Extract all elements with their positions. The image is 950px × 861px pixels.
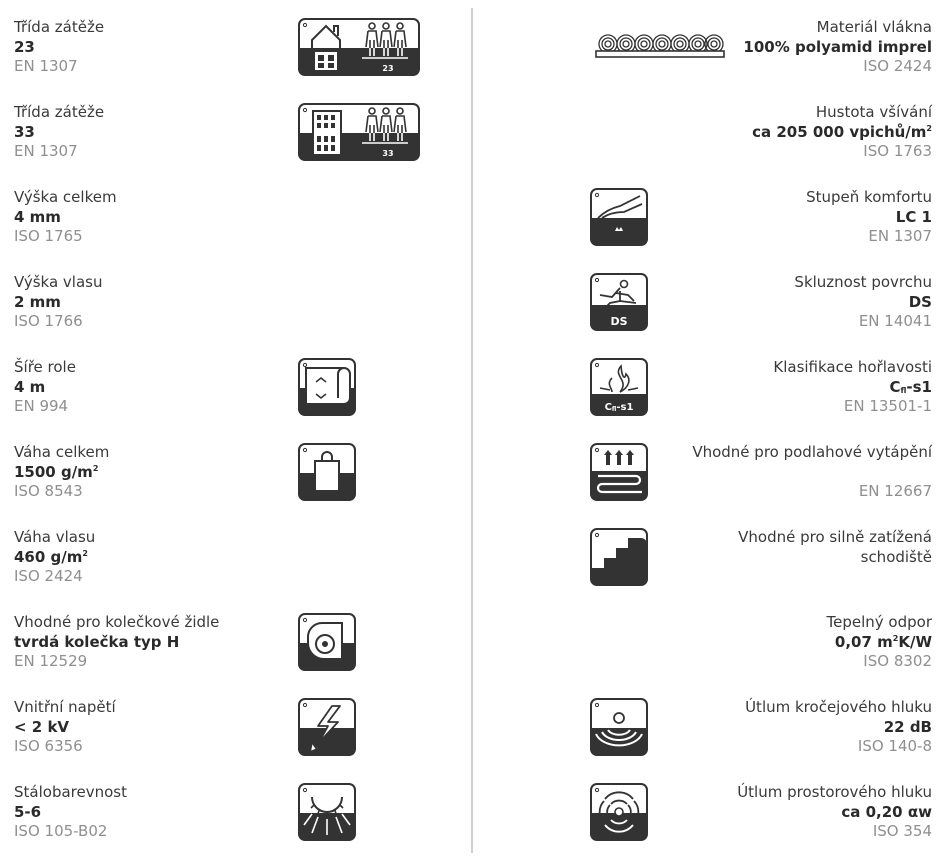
spec-title: Vhodné pro podlahové vytápění xyxy=(692,443,932,461)
spec-load-class-33 xyxy=(0,93,460,173)
spec-value: ca 0,20 αw xyxy=(841,802,932,821)
spec-value: 1500 $g/m^2$ xyxy=(14,462,99,481)
room-sound-icon xyxy=(590,783,648,841)
spec-value: 33 xyxy=(14,122,35,141)
spec-title: Tepelný odpor xyxy=(826,613,932,631)
load-class-33-office-icon xyxy=(298,103,420,161)
spec-norm: EN 12667 xyxy=(858,482,932,500)
spec-pile-weight xyxy=(0,518,460,598)
weight-icon xyxy=(298,443,356,501)
spec-pile-height xyxy=(0,263,460,343)
spec-title: Vnitřní napětí xyxy=(14,698,116,716)
right-column xyxy=(478,0,950,861)
spec-fiber-material xyxy=(478,8,950,88)
spec-norm: EN 994 xyxy=(14,397,69,415)
spec-underfloor-heating xyxy=(478,433,950,513)
roll-width-icon xyxy=(298,358,356,416)
spec-norm: EN 14041 xyxy=(858,312,932,330)
spec-value: 2 mm xyxy=(14,292,61,311)
spec-title: Hustota všívání xyxy=(815,103,932,121)
spec-value xyxy=(692,463,932,483)
impact-sound-icon xyxy=(590,698,648,756)
column-divider xyxy=(471,8,473,853)
spec-total-height xyxy=(0,178,460,258)
spec-norm: ISO 105-B02 xyxy=(14,822,108,840)
spec-value: 0,07 $m^2K/W$ xyxy=(834,632,932,651)
spec-value: LC 1 xyxy=(895,207,932,226)
spec-norm: ISO 1766 xyxy=(14,312,83,330)
spec-norm: ISO 1765 xyxy=(14,227,83,245)
spec-load-class-23 xyxy=(0,8,460,88)
spec-value: DS xyxy=(908,292,932,311)
spec-title: Útlum kročejového hluku xyxy=(745,698,932,716)
spec-title: Materiál vlákna xyxy=(816,18,932,36)
spec-roll-width xyxy=(0,348,460,428)
comfort-hand-icon xyxy=(590,188,648,246)
spec-norm: ISO 354 xyxy=(872,822,932,840)
spec-castor-chair xyxy=(0,603,460,683)
icon-label: 33 xyxy=(382,149,394,158)
spec-slip-resistance xyxy=(478,263,950,343)
spec-title: Váha vlasu xyxy=(14,528,96,546)
spec-title: Stupeň komfortu xyxy=(806,188,932,206)
spec-heavy-duty-stairs xyxy=(478,518,950,598)
spec-title: Klasifikace hořlavosti xyxy=(773,358,932,376)
spec-value: $C_{fl}-s1$ xyxy=(889,377,932,396)
slip-resistance-icon xyxy=(590,273,648,331)
spec-value: 460 $g/m^2$ xyxy=(14,547,88,566)
underfloor-heating-icon xyxy=(590,443,648,501)
spec-title: Vhodné pro silně zatížená xyxy=(738,528,932,546)
spec-value: 4 m xyxy=(14,377,46,396)
spec-norm: ISO 2424 xyxy=(14,567,83,585)
spec-norm: EN 13501-1 xyxy=(843,397,932,415)
spec-norm: EN 1307 xyxy=(14,142,78,160)
spec-norm: EN 12529 xyxy=(14,652,88,670)
spec-norm: EN 1307 xyxy=(868,227,932,245)
spec-norm: EN 1307 xyxy=(14,57,78,75)
spec-thermal-resistance xyxy=(478,603,950,683)
spec-title: Útlum prostorového hluku xyxy=(737,783,932,801)
spec-norm: ISO 2424 xyxy=(863,57,932,75)
spec-value: schodiště xyxy=(860,547,932,566)
spec-value: ca 205 000 vpichů/$m^2$ xyxy=(752,122,932,141)
lightfastness-sun-icon xyxy=(298,783,356,841)
spec-title: Šíře role xyxy=(14,358,76,376)
load-class-23-home-icon xyxy=(298,18,420,76)
spec-value: 100% polyamid imprel xyxy=(743,37,932,56)
spec-colorfastness xyxy=(0,773,460,853)
spec-norm: ISO 140-8 xyxy=(857,737,932,755)
icon-label: 23 xyxy=(382,64,394,73)
spec-total-weight xyxy=(0,433,460,513)
icon-label: DS xyxy=(610,315,628,328)
spec-value: 4 mm xyxy=(14,207,61,226)
spec-norm: ISO 8543 xyxy=(14,482,83,500)
spec-title: Stálobarevnost xyxy=(14,783,127,801)
spec-title: Váha celkem xyxy=(14,443,110,461)
left-column xyxy=(0,0,460,861)
spec-tuft-density xyxy=(478,93,950,173)
icon-label: Cfl-s1 xyxy=(604,402,634,413)
fire-classification-icon xyxy=(590,358,648,416)
spec-title: Vhodné pro kolečkové židle xyxy=(14,613,220,631)
spec-value: 22 dB xyxy=(883,717,932,736)
spec-comfort-level xyxy=(478,178,950,258)
spec-title: Výška celkem xyxy=(14,188,117,206)
spec-title: Třída zátěže xyxy=(14,18,105,36)
spec-room-sound xyxy=(478,773,950,853)
static-lightning-icon xyxy=(298,698,356,756)
stairs-icon xyxy=(590,528,648,586)
spec-static-voltage xyxy=(0,688,460,768)
spec-title: Skluznost povrchu xyxy=(794,273,932,291)
spec-value: tvrdá kolečka typ H xyxy=(14,632,180,651)
spec-norm: ISO 6356 xyxy=(14,737,83,755)
spec-title: Třída zátěže xyxy=(14,103,105,121)
fiber-loops-icon xyxy=(594,30,726,72)
spec-title: Výška vlasu xyxy=(14,273,103,291)
castor-chair-icon xyxy=(298,613,356,671)
spec-norm: ISO 8302 xyxy=(863,652,932,670)
spec-fire-classification xyxy=(478,348,950,428)
spec-value: 5-6 xyxy=(14,802,42,821)
spec-value: < 2 kV xyxy=(14,717,70,736)
spec-impact-sound xyxy=(478,688,950,768)
spec-value: 23 xyxy=(14,37,35,56)
spec-norm: ISO 1763 xyxy=(863,142,932,160)
